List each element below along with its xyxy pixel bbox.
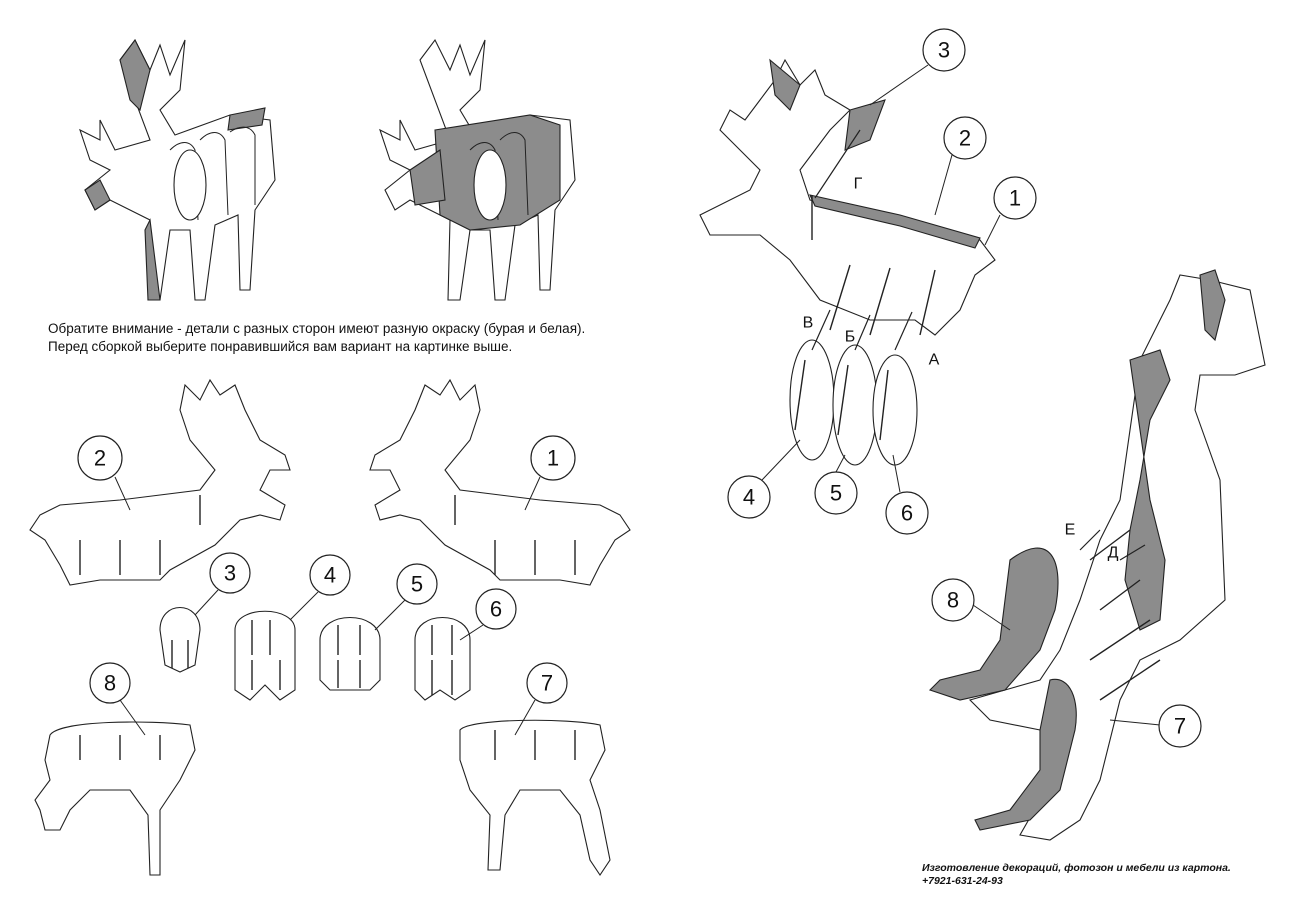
callout-1-layout: 1 <box>546 445 560 471</box>
credit-phone: +7921-631-24-93 <box>922 875 1003 887</box>
callout-7-assembly: 7 <box>1173 713 1187 739</box>
assembly-top <box>700 60 995 465</box>
credit-line-1: Изготовление декораций, фотозон и мебели из картона. <box>922 862 1231 874</box>
instruction-line-2: Перед сборкой выберите понравившийся вам вариант на картинке выше. <box>48 339 513 354</box>
letter-d: Д <box>1107 544 1119 562</box>
deer-preview-brown <box>380 40 575 300</box>
part-8-legs <box>35 722 195 875</box>
credit-footer <box>922 862 1231 888</box>
parts-callouts <box>78 436 575 735</box>
callout-2-assembly: 2 <box>958 125 972 151</box>
callout-4-layout: 4 <box>323 562 337 588</box>
letter-a: А <box>928 351 940 369</box>
callout-7-layout: 7 <box>540 670 554 696</box>
letter-e: Е <box>1064 521 1076 539</box>
callout-2-layout: 2 <box>93 445 107 471</box>
callout-6-assembly: 6 <box>900 500 914 526</box>
part-6-rib <box>415 618 470 701</box>
part-1-right-body <box>370 380 630 585</box>
deer-preview-white <box>80 40 275 300</box>
callout-1-assembly: 1 <box>1008 185 1022 211</box>
callout-8-assembly: 8 <box>946 587 960 613</box>
letter-v: В <box>802 314 814 332</box>
part-3-rib <box>160 608 200 673</box>
callout-3-layout: 3 <box>223 560 237 586</box>
part-2-left-body <box>30 380 290 585</box>
callout-8-layout: 8 <box>103 670 117 696</box>
callout-5-layout: 5 <box>410 571 424 597</box>
part-7-legs <box>460 720 610 875</box>
instruction-note <box>48 320 585 356</box>
letter-b: Б <box>844 328 856 346</box>
letter-g: Г <box>853 175 863 193</box>
callout-4-assembly: 4 <box>742 484 756 510</box>
callout-3-assembly: 3 <box>937 37 951 63</box>
callout-5-assembly: 5 <box>829 480 843 506</box>
part-4-rib <box>235 611 295 700</box>
instruction-line-1: Обратите внимание - детали с разных сторон имеют разную окраску (бурая и белая). <box>48 321 586 336</box>
callout-6-layout: 6 <box>489 596 503 622</box>
part-5-rib <box>320 618 380 691</box>
assembly-bottom <box>930 270 1265 840</box>
